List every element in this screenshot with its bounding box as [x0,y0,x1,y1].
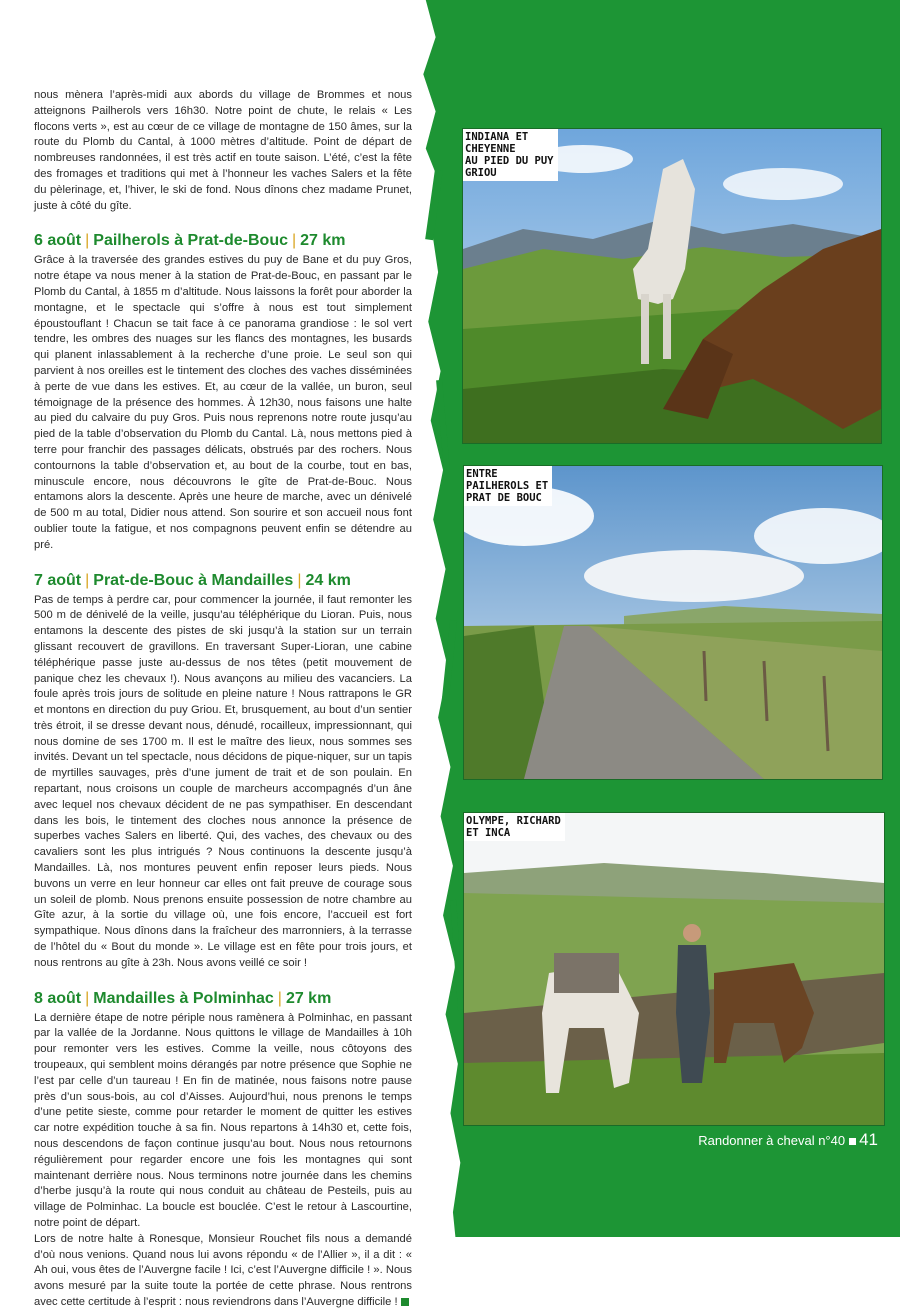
page-number: 41 [859,1130,878,1149]
section-heading-6-aout [34,231,412,251]
photo-caption: ENTRE PAILHEROLS ET PRAT DE BOUC [464,466,552,506]
section-distance: 27 km [300,232,346,250]
separator-bar: | [277,989,282,1007]
section-route: Mandailles à Polminhac [93,989,274,1007]
separator-bar: | [292,232,297,250]
footer-square [849,1138,856,1145]
section-date: 7 août [34,571,82,589]
magazine-name: Randonner à cheval n°40 [698,1133,846,1148]
section-route: Prat-de-Bouc à Mandailles [93,571,294,589]
section-route: Pailherols à Prat-de-Bouc [93,232,288,250]
section-heading-7-aout [34,571,412,591]
section-heading-8-aout [34,989,412,1009]
photo-caption: OLYMPE, RICHARD ET INCA [464,813,565,841]
landscape-illustration [464,813,884,1125]
page-footer [698,1130,878,1150]
section-date: 8 août [34,989,82,1007]
landscape-illustration [464,466,882,779]
article-text-column [34,88,412,1311]
end-of-article-square [401,1298,409,1306]
section-body: Grâce à la traversée des grandes estives du puy de Bane et du puy Gros, notre étape va nous mener à la station de Prat-de-Bouc, en passant par le Plomb du Cantal, à 1855 m d’altitude. Nous laissons la forêt pour aborder la montagne, et le spectacle qui s’offre à nous est tout simplement époustouflant ! Chacun se tait face à ce panorama grandiose : le sol vert tendre, les ombres des nuages sur les flancs des montagnes, les busards qui planent inlassablement à la recherche d’une proie. Le seul son qui parvient à nos oreilles est le tintement des cloches des vaches disséminées à perte de vue dans les estives. Et, au cœur de la vallée, un buron, seul témoignage de la présence des hommes. À 12h30, nous faisons une halte au pied du calvaire du puy Gros. Puis nous reprenons notre route jusqu’au pied de la table d’observation du Plomb du Cantal. Là, nous mettons pied à terre pour franchir des passages délicats, obstrués par des rochers. Nous contournons la table d’observation et, au bout de la courbe, tout en bas, minuscule encore, nous découvrons le gîte de Prat-de-Bouc. Nous entamons alors la descente. Après une heure de marche, avec un dénivelé de 500 m au total, Didier nous attend. Son sourire et son accueil nous font oublier toute la fatigue, et nos compagnons peuvent enfin se détendre au pré. [34,254,412,551]
intro-paragraph: nous mènera l’après-midi aux abords du village de Brommes et nous atteignons Pailherols vers 16h30. Notre point de chute, le relais « Les flocons verts », est au cœur de ce village de montagne de 150 âmes, sur la route du Plomb du Cantal, à 1000 mètres d’altitude. Point de départ de nombreuses randonnées, il est très actif en toute saison. L’été, c’est la fête des fromages et traditions qui met à l’honneur les vaches Salers et la fête du pèlerinage, et, l’hiver, le ski de fond. Nous dînons chez madame Prunet, juste à côté du gîte. [34,89,412,212]
separator-bar: | [85,571,90,589]
photo-caption: INDIANA ET CHEYENNE AU PIED DU PUY GRIOU [463,129,558,181]
photo-olympe-richard-inca [463,812,885,1126]
section-distance: 27 km [285,989,332,1007]
photo-horses-puy-griou [462,128,882,444]
photo-road-pailherols [463,465,883,780]
separator-bar: | [297,571,302,589]
closing-paragraph: Lors de notre halte à Ronesque, Monsieur Rouchet fils nous a demandé d’où nous venions. Quand nous lui avons répondu « de l’Allier », il a dit : « Ah oui, vous êtes de l’Auvergne facile ! Ici, c’est l’Auvergne difficile ! ». Nous avons mesuré par la suite toute la portée de cette phrase. Nous rentrons avec cette certitude à l’esprit : nous reviendrons dans l’Auvergne difficile ! [34,1232,412,1308]
section-body: Pas de temps à perdre car, pour commencer la journée, il faut remonter les 500 m de dénivelé de la veille, jusqu’au téléphérique du Lioran. Puis, nous entamons la descente des pistes de ski jusqu’à la station sur un terrain glissant recouvert de gravillons. En traversant Super-Lioran, une cabine téléphérique passe juste au-dessus de nos têtes (petit mouvement de panique chez les chevaux !). Nous avançons au milieu des vacanciers. La foule après trois jours de solitude en pleine nature ! Nous rattrapons le GR et montons en direction du puy Griou. Et, brusquement, au bout d’un sentier très étroit, il se dresse devant nous, dénudé, rocailleux, impressionnant, qui nous domine de ses 1700 m. Il est le maître des lieux, nous sommes ses invités. Devant un tel spectacle, nous décidons de pique-niquer, sur un tapis de myrtilles sauvages, près d’une jument de trait et de son poulain. En repartant, nous croisons un couple de marcheurs accompagnés d’un âne avec lequel nos chevaux décident de ne pas sympathiser. En descendant dans les bois, le tintement des cloches nous annonce la présence de superbes vaches Salers en liberté. Qui, des vaches, des chevaux ou des cavaliers sont les plus intrigués ? Nous continuons la descente jusqu’à Mandailles. Là, nos montures peuvent enfin reposer leurs pieds. Nous buvons un verre en leur honneur car elles ont fait preuve de courage sous un soleil de plomb. Nous prenons ensuite possession de notre chambre au Gîte azur, à la sortie du village où, une fois encore, l’accueil est fort sympathique. Nous dînons dans la fraîcheur des marronniers, à la terrasse de l’hôtel du « Bout du monde ». Le village est en fête pour trois jours, et nous rentrons au gîte à 23h. Nous avons veillé ce soir ! [34,593,412,969]
separator-bar: | [85,989,90,1007]
section-date: 6 août [34,232,82,250]
section-distance: 24 km [305,571,351,589]
separator-bar: | [85,232,90,250]
section-body: La dernière étape de notre périple nous ramènera à Polminhac, en passant par la vallée de la Jordanne. Nous quittons le village de Mandailles à 10h pour remonter vers les estives. Comme la veille, nous côtoyons des troupeaux, qui semblent moins dérangés par notre présence que Sophie ne l’est par celle d’un taureau ! En fin de matinée, nous faisons notre pause près d’un sous-bois, au col d’Aisses. Aujourd’hui, nous prenons le temps d’une petite sieste, comme pour retarder le moment de quitter les estives car notre expédition touche à sa fin. Nous repartons à 14h30 et, cette fois, nous descendons de façon continue jusqu’au bout. Nous nous retournons régulièrement pour regarder encore une fois les montagnes qui sont maintenant derrière nous. Nous terminons notre journée dans les chemins d’herbe jusqu’à la route qui nous conduit au château de Pesteils, puis au village de Polminhac. La boucle est bouclée. C’est le retour à Lascourtine, notre point de départ. [34,1011,412,1229]
